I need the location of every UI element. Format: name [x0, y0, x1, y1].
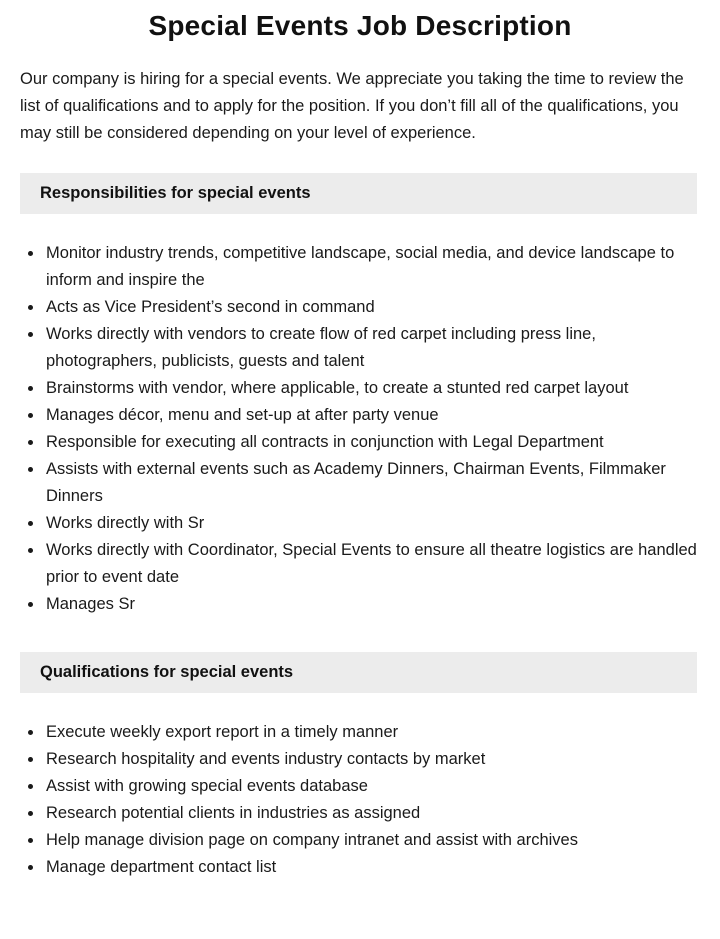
page-title: Special Events Job Description — [148, 10, 572, 41]
responsibilities-section-heading — [20, 173, 697, 214]
list-item: • Brainstorms with vendor, where applicable, to create a stunted red carpet layout — [44, 375, 700, 402]
section-heading-text: Qualifications for special events — [40, 663, 294, 681]
list-item: • Manage department contact list — [44, 854, 700, 881]
list-item: • Help manage division page on company intranet and assist with archives — [44, 827, 700, 854]
list-item: • Responsible for executing all contracts in conjunction with Legal Department — [44, 429, 700, 456]
qualifications-section-heading — [20, 652, 697, 693]
section-responsibilities — [0, 173, 720, 618]
list-item: • Assists with external events such as Academy Dinners, Chairman Events, Filmmaker Dinners — [44, 456, 700, 510]
section-heading-text: Responsibilities for special events — [40, 184, 311, 202]
list-item: • Works directly with Coordinator, Special Events to ensure all theatre logistics are handled prior to event date — [44, 537, 700, 591]
list-item: • Assist with growing special events database — [44, 773, 700, 800]
list-item: • Acts as Vice President’s second in command — [44, 294, 700, 321]
list-item: • Monitor industry trends, competitive landscape, social media, and device landscape to inform and inspire the — [44, 240, 700, 294]
intro-paragraph: Our company is hiring for a special events. We appreciate you taking the time to review the list of qualifications and to apply for the position. If you don’t fill all of the qualifications, you may still be considered depending on your level of experience. — [20, 70, 684, 142]
list-item: • Works directly with Sr — [44, 510, 700, 537]
section-qualifications — [0, 652, 720, 881]
list-item: • Manages Sr — [44, 591, 700, 618]
list-item: • Research hospitality and events industry contacts by market — [44, 746, 700, 773]
responsibilities-list — [20, 240, 700, 618]
list-item: • Works directly with vendors to create flow of red carpet including press line, photographers, publicists, guests and talent — [44, 321, 700, 375]
list-item: • Manages décor, menu and set-up at after party venue — [44, 402, 700, 429]
qualifications-list — [20, 719, 700, 881]
list-item: • Execute weekly export report in a timely manner — [44, 719, 700, 746]
list-item: • Research potential clients in industries as assigned — [44, 800, 700, 827]
